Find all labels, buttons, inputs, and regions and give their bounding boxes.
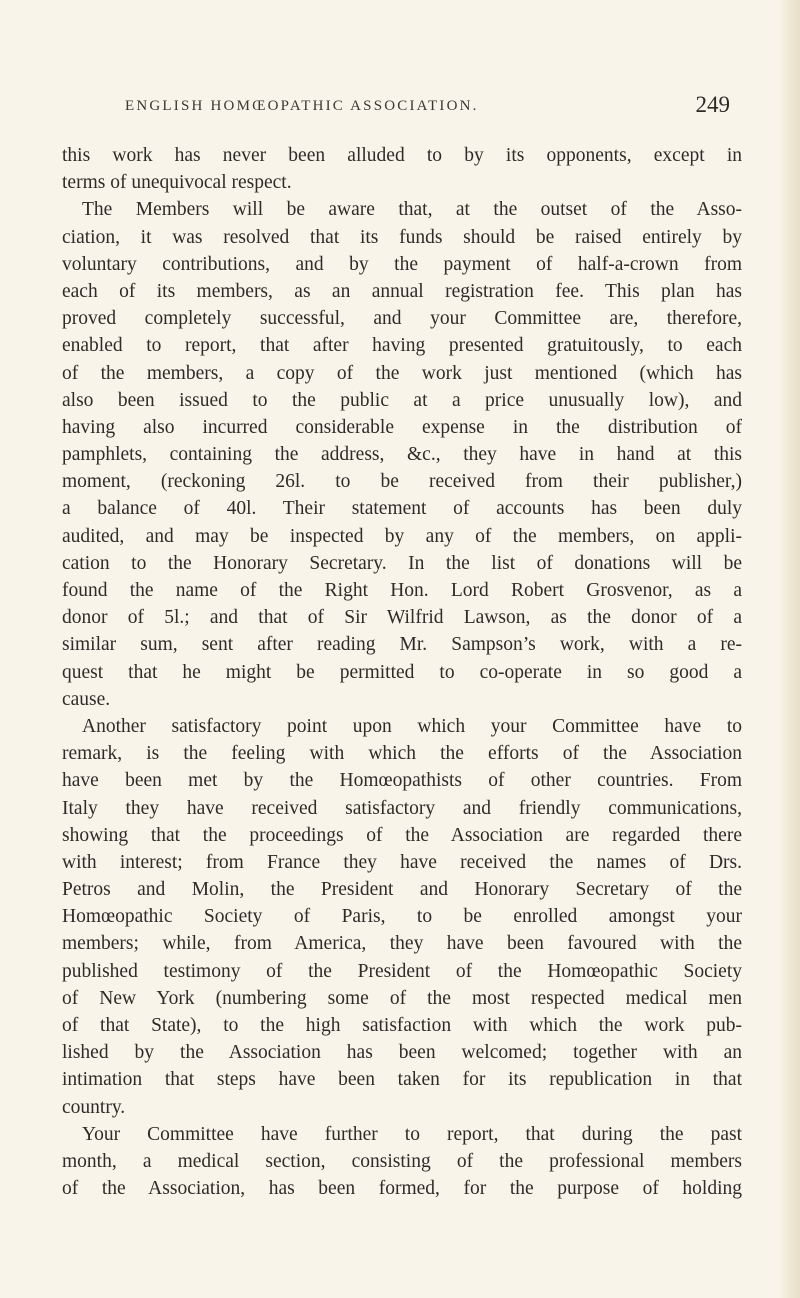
text-line: Homœopathic Society of Paris, to be enrolled amongst your <box>62 906 742 928</box>
text-line: cause. <box>62 688 111 710</box>
text-line: proved completely successful, and your Committee are, therefore, <box>62 308 742 330</box>
text-line: Italy they have received satisfactory and friendly communications, <box>62 797 742 819</box>
text-line: this work has never been alluded to by its opponents, except in <box>62 145 742 166</box>
text-line: The Members will be aware that, at the outset of the Asso- <box>82 199 742 221</box>
text-line: cation to the Honorary Secretary. In the list of donations will be <box>62 552 742 574</box>
text-line: enabled to report, that after having presented gratuitously, to each <box>62 335 742 357</box>
text-line: of that State), to the high satisfaction with which the work pub- <box>62 1015 742 1036</box>
text-line: pamphlets, containing the address, &c., they have in hand at this <box>62 444 742 466</box>
text-line: of the Association, has been formed, for the purpose of holding <box>62 1178 742 1200</box>
text-line: published testimony of the President of the Homœopathic Society <box>62 960 742 982</box>
text-line: having also incurred considerable expense in the distribution of <box>62 416 742 438</box>
text-line: showing that the proceedings of the Association are regarded there <box>62 824 742 846</box>
text-line: a balance of 40l. Their statement of accounts has been duly <box>62 498 742 520</box>
text-line: also been issued to the public at a price unusually low), and <box>62 389 742 411</box>
text-line: donor of 5l.; and that of Sir Wilfrid Lawson, as the donor of a <box>62 607 742 629</box>
text-line: Petros and Molin, the President and Honorary Secretary of the <box>62 879 742 901</box>
text-line: quest that he might be permitted to co-operate in so good a <box>62 661 742 683</box>
text-line: of New York (numbering some of the most respected medical men <box>62 987 742 1009</box>
text-line: remark, is the feeling with which the efforts of the Association <box>62 743 742 765</box>
body-text <box>62 142 742 1202</box>
running-title: ENGLISH HOMŒOPATHIC ASSOCIATION. <box>125 98 479 114</box>
text-line: month, a medical section, consisting of the professional members <box>62 1150 742 1172</box>
text-line: Another satisfactory point upon which your Committee have to <box>82 715 742 737</box>
text-line: members; while, from America, they have been favoured with the <box>62 933 742 955</box>
text-line: each of its members, as an annual registration fee. This plan has <box>62 280 742 302</box>
text-line: voluntary contributions, and by the payment of half-a-crown from <box>62 253 742 275</box>
text-line: similar sum, sent after reading Mr. Sampson’s work, with a re- <box>62 634 742 656</box>
text-line: have been met by the Homœopathists of other countries. From <box>62 770 742 792</box>
text-line: country. <box>62 1096 126 1118</box>
page-edge-shadow <box>778 0 800 1298</box>
text-line: terms of unequivocal respect. <box>62 172 292 194</box>
text-line: lished by the Association has been welcomed; together with an <box>62 1042 742 1064</box>
text-line: ciation, it was resolved that its funds should be raised entirely by <box>62 226 742 248</box>
page-number: 249 <box>695 92 730 117</box>
text-line: found the name of the Right Hon. Lord Robert Grosvenor, as a <box>62 580 742 601</box>
page-header <box>0 92 800 132</box>
text-line: audited, and may be inspected by any of the members, on appli- <box>62 525 742 547</box>
text-line: with interest; from France they have received the names of Drs. <box>62 851 742 873</box>
text-line: intimation that steps have been taken for its republication in that <box>62 1069 742 1091</box>
text-line: Your Committee have further to report, that during the past <box>82 1123 742 1145</box>
text-line: of the members, a copy of the work just mentioned (which has <box>62 362 742 384</box>
text-line: moment, (reckoning 26l. to be received from their publisher,) <box>62 471 742 493</box>
